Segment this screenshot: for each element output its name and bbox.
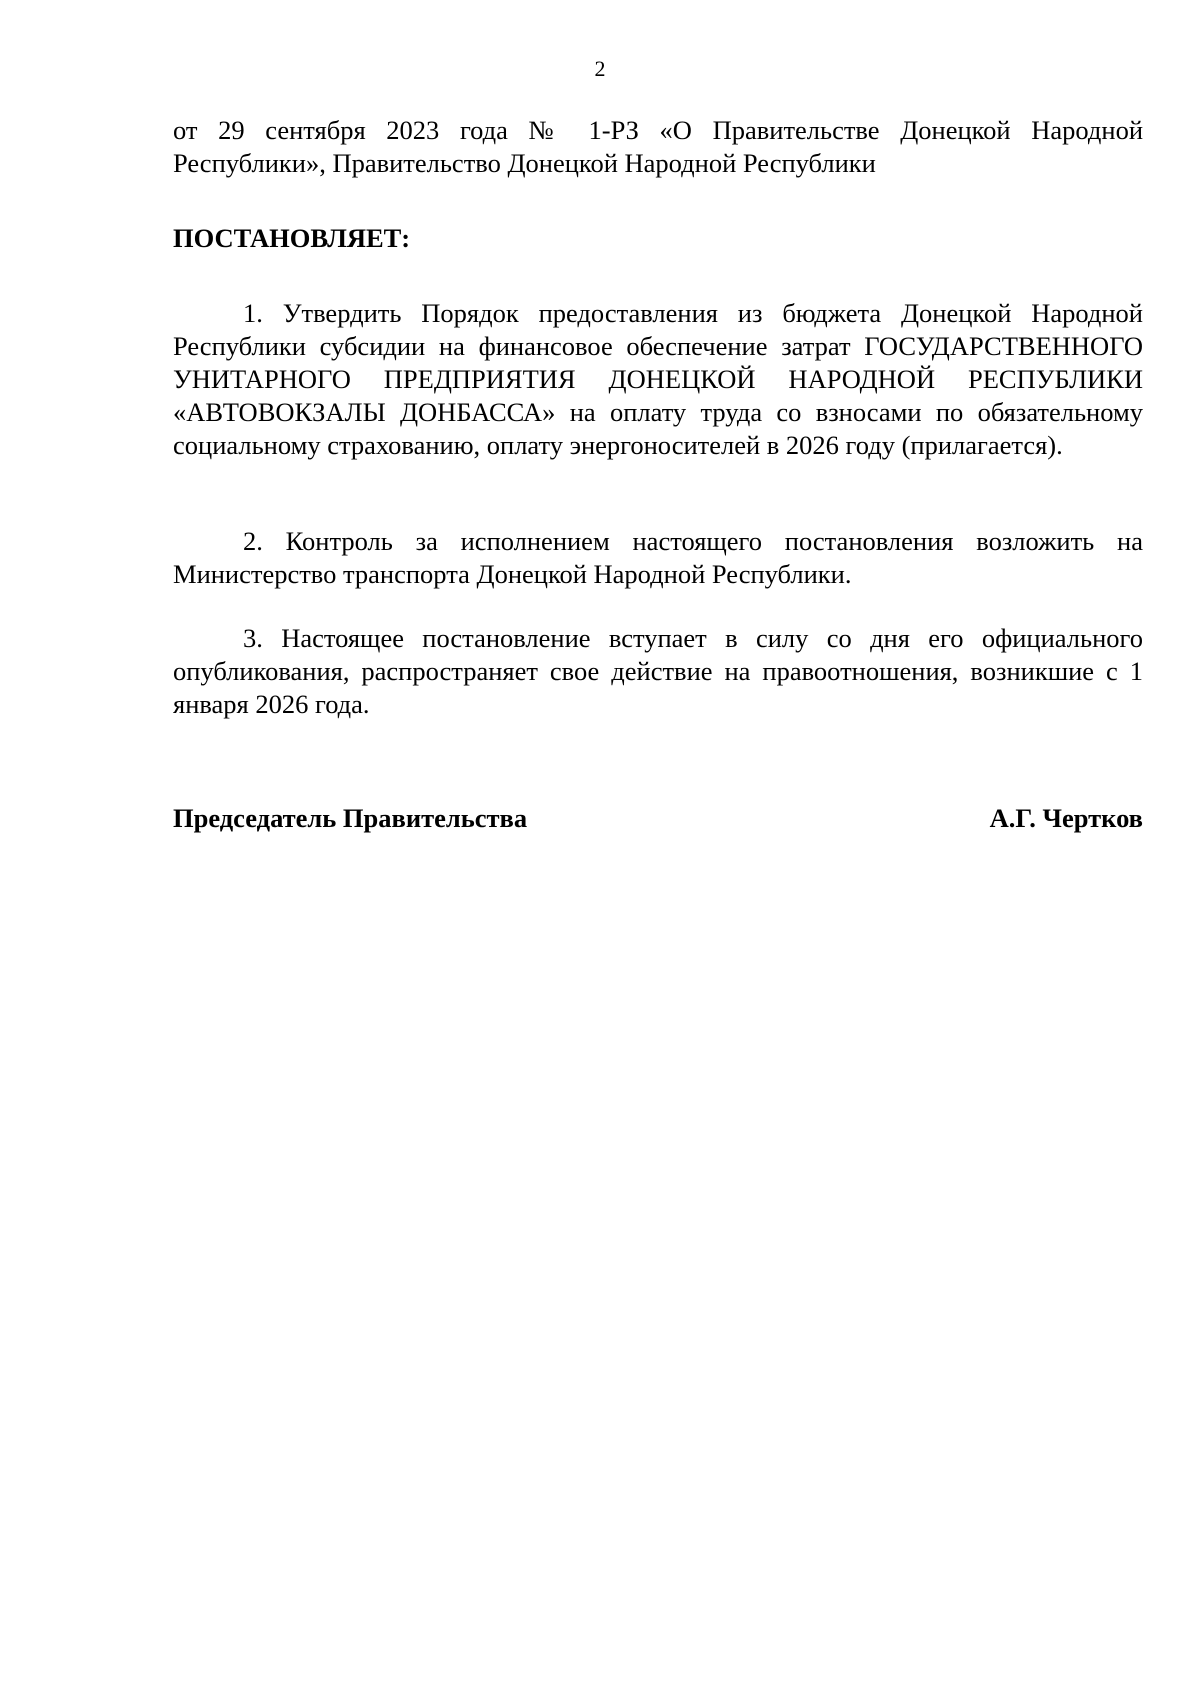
item-paragraph-2: 2. Контроль за исполнением настоящего постановления возложить на Министерство транспорта Донецкой Народной Республики.: [173, 526, 1143, 589]
signatory-position: Председатель Правительства: [173, 803, 528, 833]
signatory-name: А.Г. Чертков: [989, 803, 1143, 833]
intro-paragraph: от 29 сентября 2023 года № 1-РЗ «О Правительстве Донецкой Народной Республики», Правительство Донецкой Народной Республики: [173, 115, 1143, 178]
item-paragraph-1: 1. Утвердить Порядок предоставления из бюджета Донецкой Народной Республики субсидии на финансовое обеспечение затрат ГОСУДАРСТВЕННОГО УНИТАРНОГО ПРЕДПРИЯТИЯ ДОНЕЦКОЙ НАРОДНОЙ РЕСПУБЛИКИ «АВТОВОКЗАЛЫ ДОНБАССА» на оплату труда со взносами по обязательному социальному страхованию, оплату энергоносителей в 2026 году (прилагается).: [173, 298, 1143, 460]
page-number: 2: [594, 56, 606, 81]
signature-block: [173, 802, 1143, 835]
resolution-heading: ПОСТАНОВЛЯЕТ:: [173, 223, 411, 253]
item-paragraph-3: 3. Настоящее постановление вступает в силу со дня его официального опубликования, распространяет свое действие на правоотношения, возникшие с 1 января 2026 года.: [173, 623, 1143, 719]
